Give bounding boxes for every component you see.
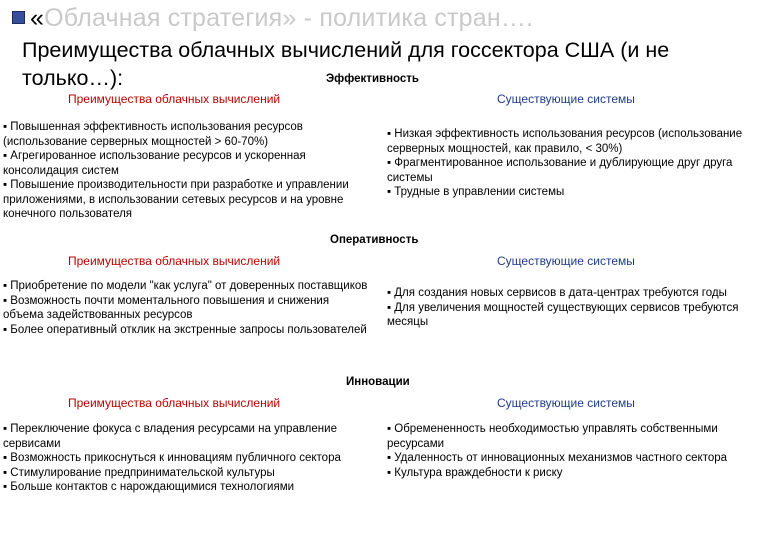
list-item: ▪ Повышение производительности при разработке и управлении приложениями, в использовании сетевых ресурсов и на уровне конечного пользователя bbox=[3, 179, 349, 220]
slide-title bbox=[30, 0, 533, 36]
efficiency-advantages-list bbox=[3, 120, 375, 222]
right-column-heading: Существующие системы bbox=[497, 92, 635, 106]
list-item: ▪ Низкая эффективность использования ресурсов (использование серверных мощностей, как правило, < 30%) bbox=[387, 128, 743, 155]
innovation-existing-list bbox=[387, 422, 732, 480]
slide-subtitle: Преимущества облачных вычислений для госсектора США (и не только…): bbox=[22, 38, 670, 90]
right-column-heading: Существующие системы bbox=[497, 254, 635, 268]
list-item: ▪ Трудные в управлении системы bbox=[387, 186, 565, 198]
slide-title-text: Облачная стратегия» - политика стран…. bbox=[44, 4, 534, 32]
list-item: ▪ Приобретение по модели "как услуга" от доверенных поставщиков bbox=[3, 280, 368, 292]
list-item: ▪ Культура враждебности к риску bbox=[387, 466, 563, 479]
left-column-heading: Преимущества облачных вычислений bbox=[68, 254, 281, 268]
slide-title-prefix: « bbox=[30, 4, 45, 32]
list-item: ▪ Больше контактов с нарождающимися технологиями bbox=[3, 481, 295, 493]
title-bullet-square bbox=[12, 11, 25, 24]
list-item: ▪ Повышенная эффективность использования ресурсов (использование серверных мощностей > 60-70%) bbox=[3, 121, 303, 148]
innovation-advantages-list bbox=[3, 422, 371, 495]
list-item: ▪ Стимулирование предпринимательской культуры bbox=[3, 466, 275, 479]
list-item: ▪ Для увеличения мощностей существующих сервисов требуются месяцы bbox=[387, 301, 739, 328]
list-item: ▪ Для создания новых сервисов в дата-центрах требуются годы bbox=[387, 287, 727, 299]
left-column-heading: Преимущества облачных вычислений bbox=[68, 396, 281, 410]
agility-existing-list bbox=[387, 286, 775, 330]
list-item: ▪ Возможность почти моментального повышения и снижения объема задействованных ресурсов bbox=[3, 294, 330, 321]
right-column-heading: Существующие системы bbox=[497, 396, 635, 410]
list-item: ▪ Удаленность от инновационных механизмов частного сектора bbox=[387, 452, 728, 464]
agility-advantages-list bbox=[3, 279, 371, 337]
list-item: ▪ Переключение фокуса с владения ресурсами на управление сервисами bbox=[3, 423, 337, 450]
section-title-agility: Оперативность bbox=[330, 234, 419, 246]
list-item: ▪ Агрегированное использование ресурсов и ускоренная консолидация систем bbox=[3, 150, 306, 177]
list-item: ▪ Более оперативный отклик на экстренные запросы пользователей bbox=[3, 323, 367, 336]
left-column-heading: Преимущества облачных вычислений bbox=[68, 92, 281, 106]
list-item: ▪ Возможность прикоснуться к инновациям публичного сектора bbox=[3, 452, 341, 464]
efficiency-existing-list bbox=[387, 127, 757, 200]
list-item: ▪ Обремененность необходимостью управлять собственными ресурсами bbox=[387, 423, 718, 450]
list-item: ▪ Фрагментированное использование и дублирующие друг друга системы bbox=[387, 157, 733, 184]
section-title-innovation: Инновации bbox=[346, 376, 410, 388]
section-title-efficiency: Эффективность bbox=[326, 73, 419, 85]
